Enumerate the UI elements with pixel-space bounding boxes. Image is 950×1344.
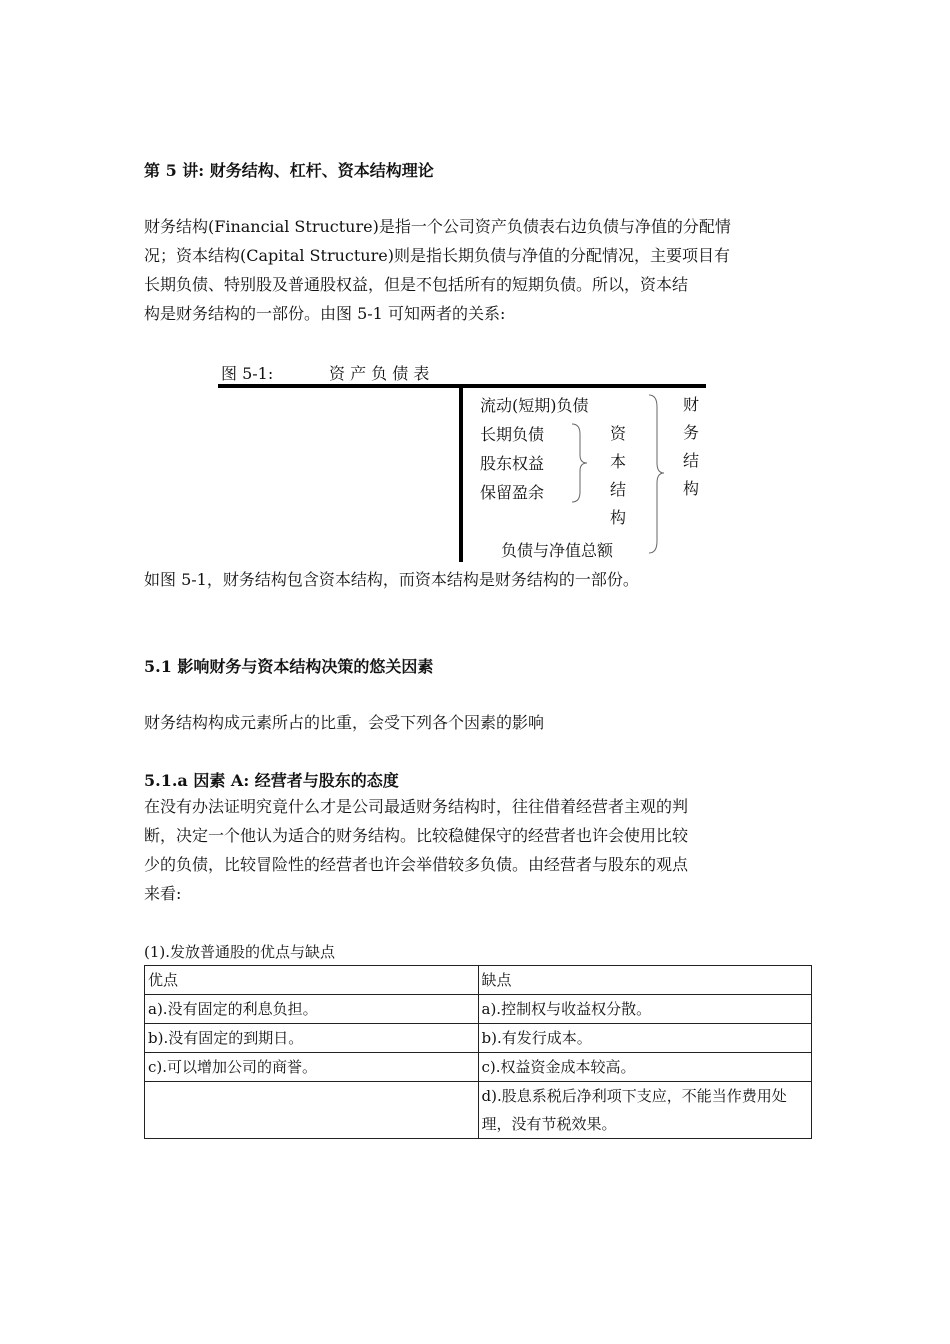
table-cell — [145, 1082, 479, 1139]
table-cell: c).权益资金成本较高。 — [478, 1053, 812, 1082]
figure-item: 保留盈余 — [480, 483, 545, 502]
lecture-title: 第 5 讲: 财务结构、杠杆、资本结构理论 — [144, 161, 434, 180]
financial-structure-brace-icon — [645, 393, 667, 555]
subsection-line: 在没有办法证明究竟什么才是公司最适财务结构时，往往借着经营者主观的判 — [144, 797, 689, 816]
table-cell: d).股息系税后净利项下支应，不能当作费用处理，没有节税效果。 — [478, 1082, 812, 1139]
figure-item: 股东权益 — [480, 454, 545, 473]
figure-item: 长期负债 — [480, 425, 545, 444]
table-caption: (1).发放普通股的优点与缺点 — [144, 943, 336, 961]
intro-line: 况；资本结构(Capital Structure)则是指长期负债与净值的分配情况，主要项目有 — [144, 246, 730, 265]
section-intro: 财务结构构成元素所占的比重，会受下列各个因素的影响 — [144, 713, 545, 732]
figure-title: 资 产 负 债 表 — [329, 364, 430, 383]
intro-line: 长期负债、特别股及普通股权益，但是不包括所有的短期负债。所以，资本结 — [144, 275, 689, 294]
pros-cons-table — [144, 965, 812, 1139]
table-row — [145, 1024, 812, 1053]
table-row — [145, 1053, 812, 1082]
subsection-line: 少的负债，比较冒险性的经营者也许会举借较多负债。由经营者与股东的观点 — [144, 855, 689, 874]
figure-item: 流动(短期)负债 — [480, 396, 589, 415]
subsection-line: 来看: — [144, 884, 182, 903]
figure-caption: 如图 5-1，财务结构包含资本结构，而资本结构是财务结构的一部份。 — [144, 570, 639, 589]
table-header-cell: 优点 — [145, 966, 479, 995]
capital-structure-label: 资 本 结 构 — [609, 424, 626, 527]
subsection-paragraph — [144, 792, 809, 908]
t-account-vertical-line — [459, 384, 463, 562]
subsection-title: 5.1.a 因素 A: 经营者与股东的态度 — [144, 771, 399, 790]
intro-paragraph — [144, 212, 809, 328]
table-cell: a).没有固定的利息负担。 — [145, 995, 479, 1024]
table-cell: b).有发行成本。 — [478, 1024, 812, 1053]
section-title: 5.1 影响财务与资本结构决策的悠关因素 — [144, 657, 434, 676]
intro-line: 财务结构(Financial Structure)是指一个公司资产负债表右边负债与净值的分配情 — [144, 217, 731, 236]
subsection-line: 断，决定一个他认为适合的财务结构。比较稳健保守的经营者也许会使用比较 — [144, 826, 689, 845]
table-row — [145, 1082, 812, 1139]
table-cell: c).可以增加公司的商誉。 — [145, 1053, 479, 1082]
financial-structure-label: 财 务 结 构 — [682, 395, 699, 498]
figure-label: 图 5-1: — [221, 364, 274, 383]
table-cell: a).控制权与收益权分散。 — [478, 995, 812, 1024]
figure-total: 负债与净值总额 — [501, 541, 614, 560]
table-header-cell: 缺点 — [478, 966, 812, 995]
intro-line: 构是财务结构的一部份。由图 5-1 可知两者的关系: — [144, 304, 506, 323]
table-cell: b).没有固定的到期日。 — [145, 1024, 479, 1053]
table-header-row — [145, 966, 812, 995]
capital-structure-brace-icon — [568, 422, 590, 504]
table-row — [145, 995, 812, 1024]
